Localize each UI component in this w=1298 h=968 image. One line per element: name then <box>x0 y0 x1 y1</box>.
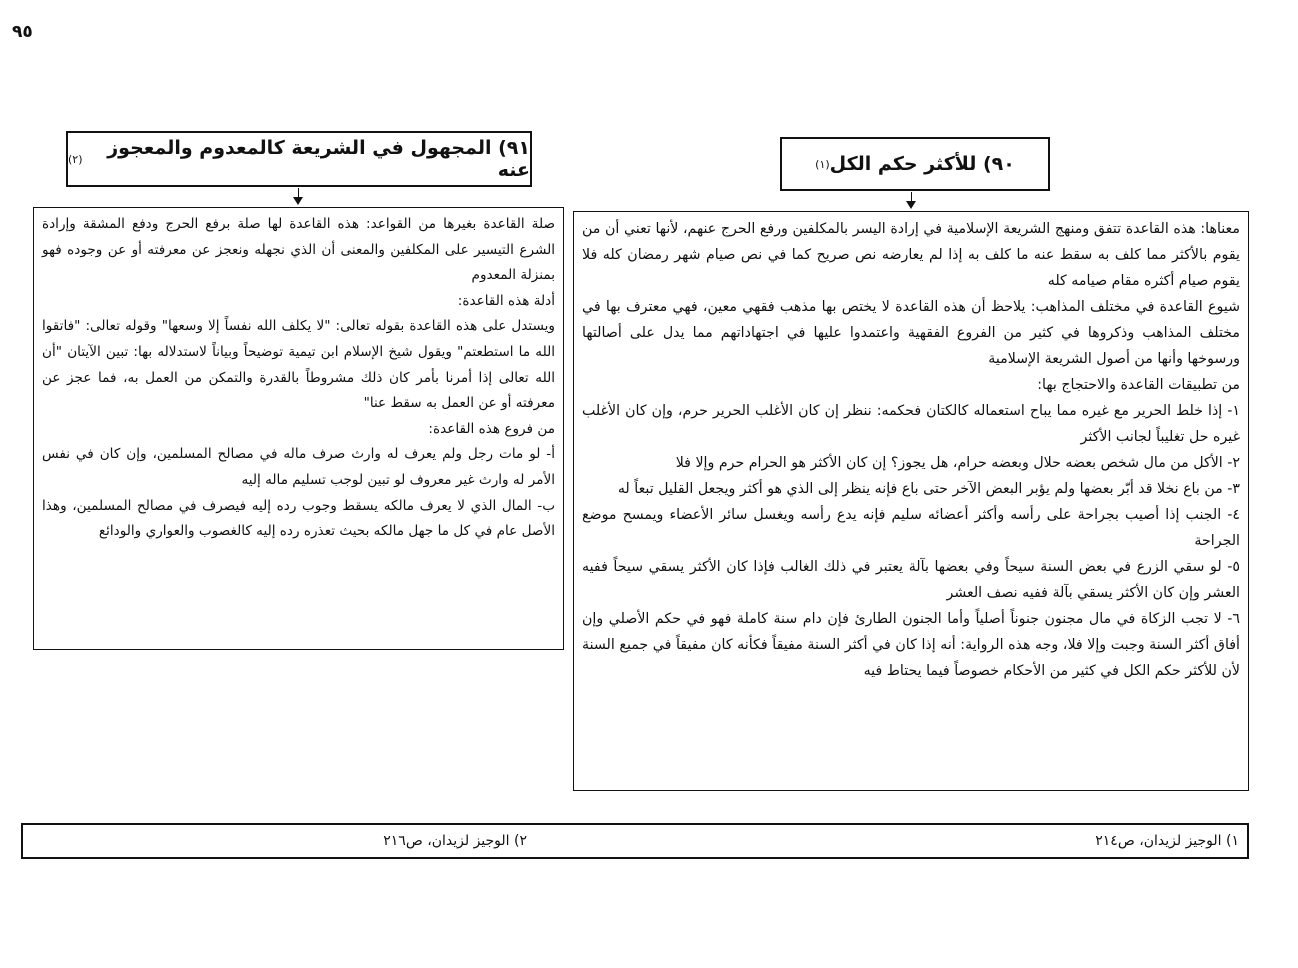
footnote-1: ١) الوجيز لزيدان، ص٢١٤ <box>1095 833 1239 849</box>
left-paragraph: من فروع هذه القاعدة: <box>428 420 555 437</box>
right-paragraph: ٤- الجنب إذا أصيب بجراحة على رأسه وأكثر أعضائه سليم فإنه يدع رأسه ويغسل سائر الأعضاء ويمسح موضع الجراحة <box>582 507 1240 549</box>
right-paragraph: ٦- لا تجب الزكاة في مال مجنون جنوناً أصلياً وأما الجنون الطارئ فإن دام سنة كاملة فهو في حكم الأصلي وإن أفاق أكثر السنة وجبت وإلا فلا، وجه هذه الرواية: أنه إذا كان في أكثر السنة مفيقاً فكأنه كان مفيقاً في جميع السنة لأن للأكثر حكم الكل في كثير من الأحكام خصوصاً فيما يحتاط فيه <box>582 611 1240 679</box>
right-footnote-ref: (١) <box>815 157 830 171</box>
right-down-arrow-icon <box>906 201 916 209</box>
left-paragraph: صلة القاعدة بغيرها من القواعد: هذه القاعدة لها صلة برفع الحرج ودفع المشقة وإرادة الشرع التيسير على المكلفين والمعنى أن الذي نجهله ونعجز عن معرفته أو عن وجوده فهو بمنزلة المعدوم <box>42 216 555 284</box>
right-title-text: ٩٠) للأكثر حكم الكل <box>829 153 1015 175</box>
right-paragraph: شيوع القاعدة في مختلف المذاهب: يلاحظ أن هذه القاعدة لا يختص بها مذهب فقهي معين، فهي معترف بها في مختلف المذاهب وذكروها في كثير من الفروع الفقهية واعتمدوا عليها في اجتهاداتهم مما يدل على أصالتها ورسوخها وأنها من أصول الشريعة الإسلامية <box>582 299 1240 367</box>
left-down-arrow-icon <box>293 197 303 205</box>
right-paragraph: معناها: هذه القاعدة تتفق ومنهج الشريعة الإسلامية في إرادة اليسر بالمكلفين ورفع الحرج عنهم، لأنها تعني أن من يقوم بالأكثر مما كلف به سقط عنه ما كلف به إذا لم يعارضه نص صريح كما في نص صيام شهر رمضان كله فلا يقوم صيام أكثره مقام صيامه كله <box>582 221 1240 289</box>
footnote-2: ٢) الوجيز لزيدان، ص٢١٦ <box>383 833 527 849</box>
right-section-body <box>573 211 1249 791</box>
right-paragraph: ٢- الأكل من مال شخص بعضه حلال وبعضه حرام، هل يجوز؟ إن كان الأكثر هو الحرام حرم وإلا فلا <box>675 455 1240 471</box>
left-paragraph: ب- المال الذي لا يعرف مالكه يسقط وجوب رده إليه فيصرف في مصالح المسلمين، وهذا الأصل عام في كل ما جهل مالكه بحيث تعذره رده إليه كالغصوب والعواري والودائع <box>42 497 555 540</box>
left-title-text: ٩١) المجهول في الشريعة كالمعدوم والمعجوز عنه <box>107 137 530 181</box>
left-paragraph: أ- لو مات رجل ولم يعرف له وارث صرف ماله في مصالح المسلمين، وإن كان في نفس الأمر له وارث غير معروف لو تبين لوجب تسليم ماله إليه <box>42 446 555 488</box>
left-section-body <box>33 207 564 650</box>
right-section-title <box>780 137 1050 191</box>
left-section-title <box>66 131 532 187</box>
left-paragraph: أدلة هذه القاعدة: <box>457 292 555 309</box>
right-paragraph: ١- إذا خلط الحرير مع غيره مما يباح استعماله كالكتان فحكمه: ننظر إن كان الأغلب الحرير حرم، وإن كان الأغلب غيره حل تغليباً لجانب الأكثر <box>582 403 1240 445</box>
left-footnote-ref: (٢) <box>68 152 83 166</box>
right-paragraph: ٥- لو سقي الزرع في بعض السنة سيحاً وفي بعضها بآلة يعتبر في ذلك الغالب فإذا كان الأكثر يسقي سيحاً ففيه العشر وإن كان الأكثر يسقي بآلة ففيه نصف العشر <box>582 559 1240 601</box>
right-paragraph: ٣- من باع نخلا قد أبّر بعضها ولم يؤبر البعض الآخر حتى باع فإنه ينظر إلى الذي هو أكثر ويجعل القليل تبعاً له <box>617 481 1240 497</box>
footnotes-box <box>21 823 1249 859</box>
right-paragraph: من تطبيقات القاعدة والاحتجاج بها: <box>1037 377 1240 393</box>
page-number: ٩٥ <box>12 22 33 42</box>
left-paragraph: ويستدل على هذه القاعدة بقوله تعالى: "لا يكلف الله نفساً إلا وسعها" وقوله تعالى: "فاتقوا الله ما استطعتم" ويقول شيخ الإسلام ابن تيمية توضيحاً وبياناً لاستدلاله بها: تبين الآيتان "أن الله تعالى إذا أمرنا بأمر كان ذلك مشروطاً بالقدرة والتمكن من العمل به، فما عجز عن معرفته أو عن العمل به سقط عنا" <box>42 318 555 412</box>
